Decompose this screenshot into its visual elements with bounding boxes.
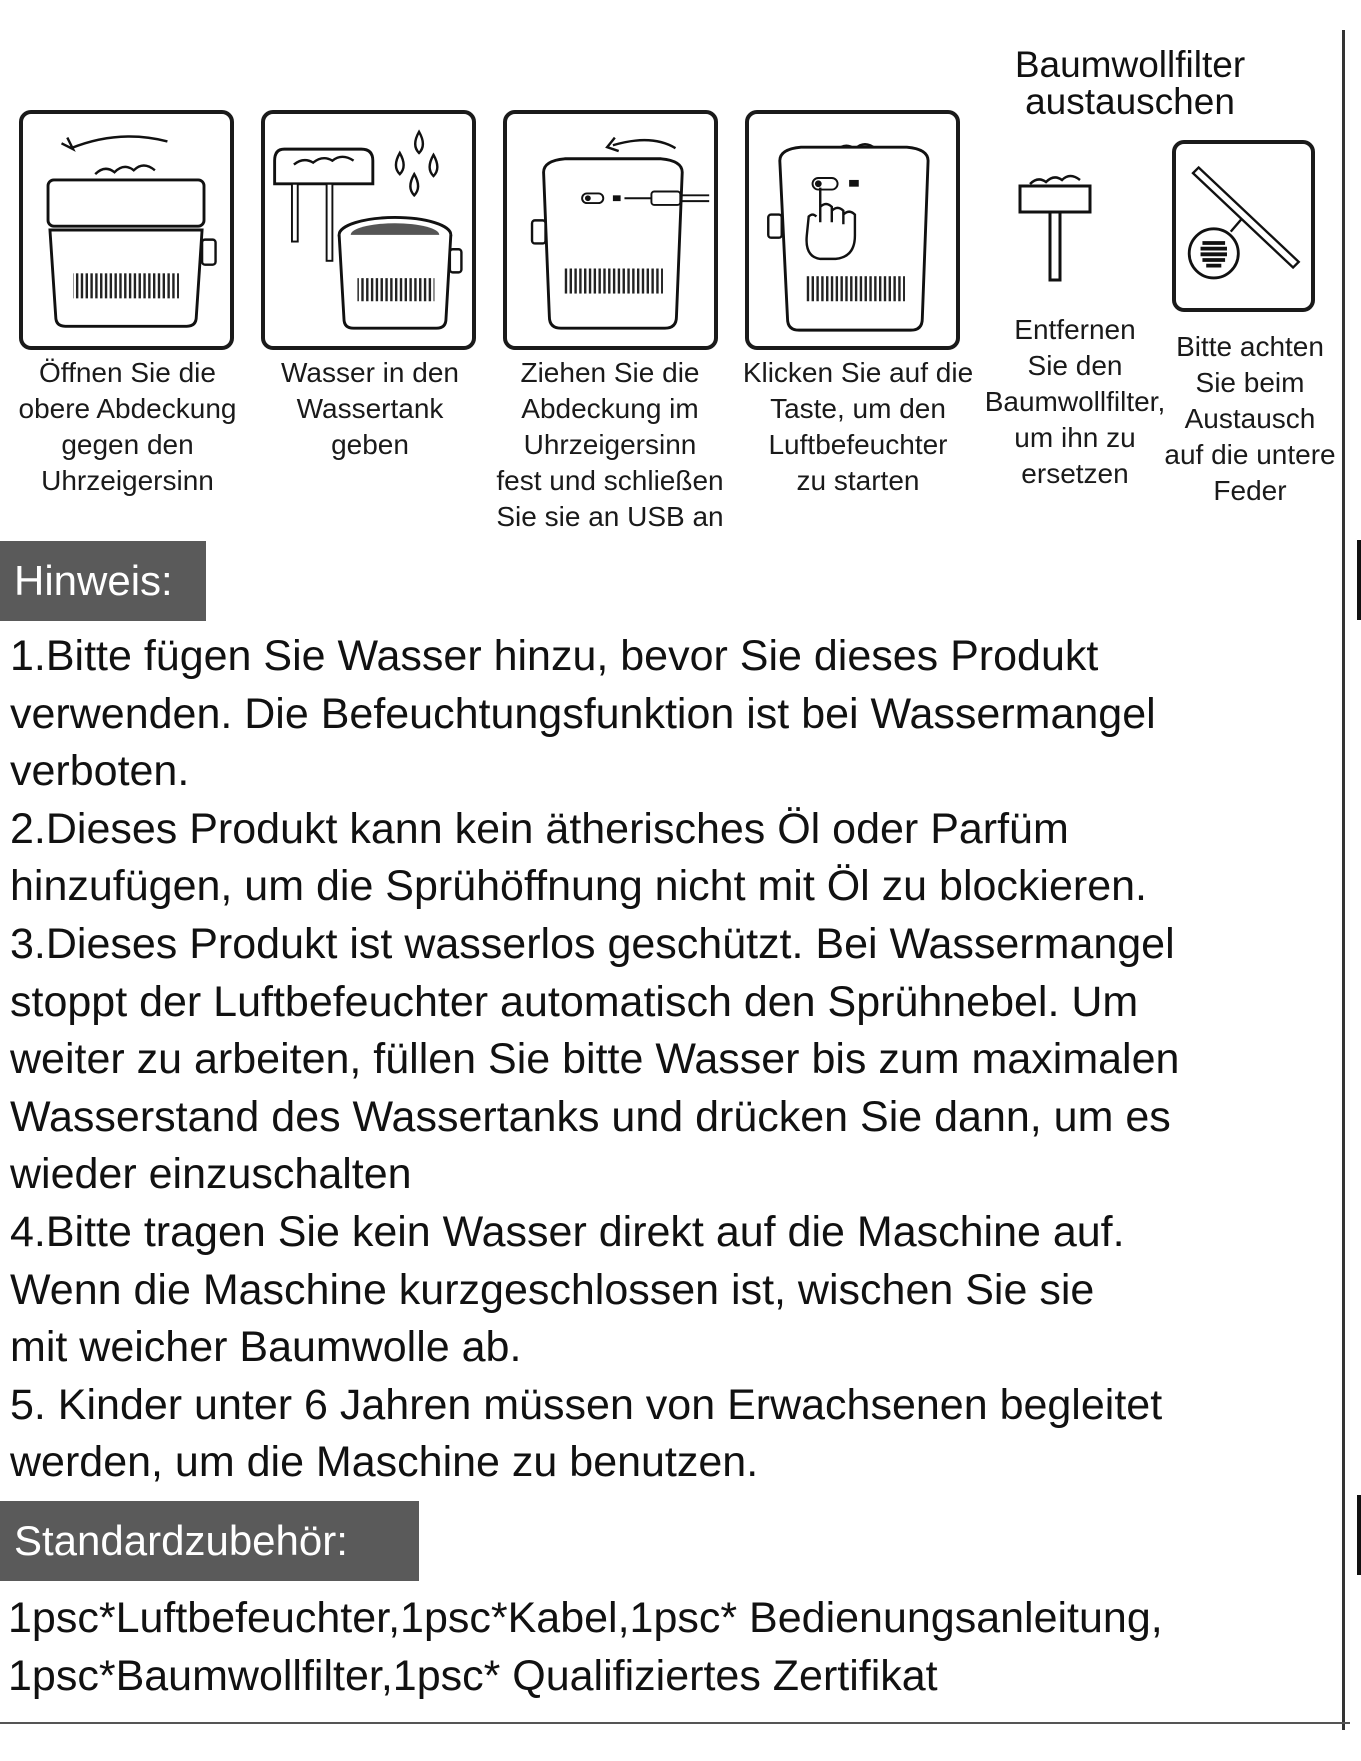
- notes-heading: Hinweis:: [0, 541, 206, 621]
- filter-step-1-caption: Entfernen Sie den Baumwollfilter, um ihn zu ersetzen: [984, 314, 1166, 489]
- step-3-illustration: [503, 110, 718, 350]
- filter-step-2-illustration: [1172, 140, 1315, 312]
- step-4-illustration: [745, 110, 960, 350]
- notes-text: 1.Bitte fügen Sie Wasser hinzu, bevor Sie dieses Produkt verwenden. Die Befeuchtungsfunktion ist bei Wassermangel verboten. 2.Dieses Produkt kann kein ätherisches Öl oder Parfüm hinzufügen, um die Sprühöffnung nicht mit Öl zu blockieren. 3.Dieses Produkt ist wasserlos geschützt. Bei Wassermangel stoppt der Luftbefeuchter automatisch den Sprühnebel. Um weiter zu arbeiten, füllen Sie bitte Wasser bis zum maximalen Wasserstand des Wassertanks und drücken Sie dann, um es wieder einzuschalten 4.Bitte tragen Sie kein Wasser direkt auf die Maschine auf. Wenn die Maschine kurzgeschlossen ist, wischen Sie sie mit weicher Baumwolle ab. 5. Kinder unter 6 Jahren müssen von Erwachsenen begleitet werden, um die Maschine zu benutzen.: [10, 632, 1180, 1487]
- page-border-right: [1342, 30, 1345, 1730]
- edge-mark: [1357, 1495, 1361, 1575]
- close-lid-usb-icon: [507, 114, 714, 346]
- step-1-caption: Öffnen Sie die obere Abdeckung gegen den Uhrzeigersinn: [18, 357, 237, 496]
- cotton-filter-icon: [1010, 170, 1100, 290]
- accessories-heading: Standardzubehör:: [0, 1501, 419, 1581]
- step-2-illustration: [261, 110, 476, 350]
- step-2-caption: Wasser in den Wassertank geben: [281, 357, 459, 460]
- filter-section-title: Baumwollfilter austauschen: [1014, 44, 1246, 122]
- filter-spring-icon: [1176, 144, 1311, 308]
- step-4-caption: Klicken Sie auf die Taste, um den Luftbefeuchter zu starten: [742, 357, 974, 496]
- open-lid-counterclockwise-icon: [23, 114, 230, 346]
- step-3-caption: Ziehen Sie die Abdeckung im Uhrzeigersinn fest und schließen Sie sie an USB an: [496, 357, 724, 532]
- step-1-illustration: [19, 110, 234, 350]
- edge-mark: [1357, 540, 1361, 620]
- accessories-text: 1psc*Luftbefeuchter,1psc*Kabel,1psc* Bedienungsanleitung, 1psc*Baumwollfilter,1psc* Qualifiziertes Zertifikat: [8, 1594, 1163, 1700]
- page-border-bottom: [0, 1722, 1350, 1724]
- press-button-icon: [749, 114, 956, 346]
- fill-water-tank-icon: [265, 114, 472, 346]
- filter-step-2-caption: Bitte achten Sie beim Austausch auf die untere Feder: [1164, 331, 1336, 506]
